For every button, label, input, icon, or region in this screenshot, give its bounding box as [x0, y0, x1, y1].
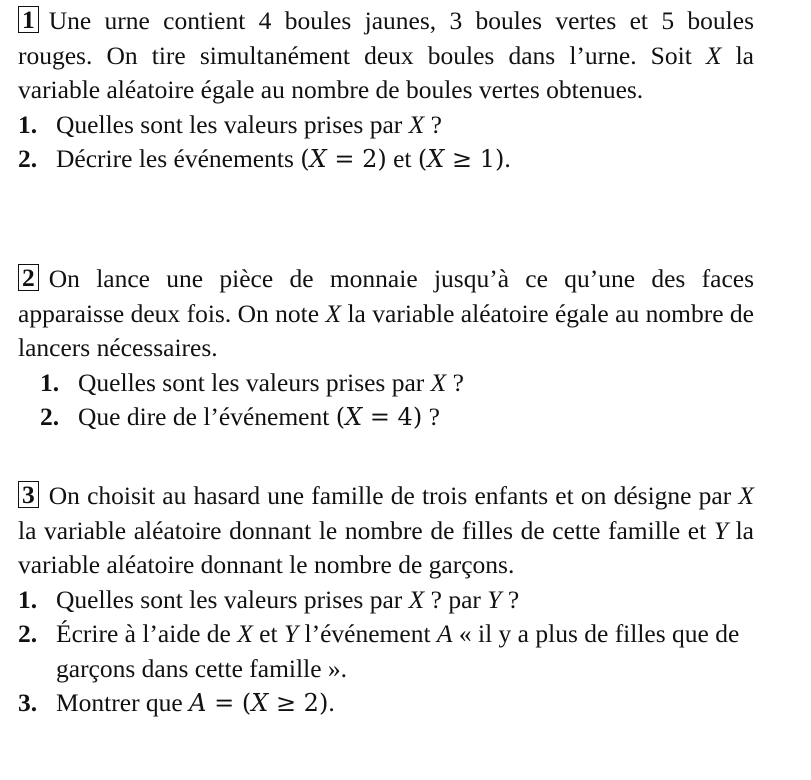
question-text	[78, 400, 754, 435]
exercise-1-statement-block	[18, 4, 754, 108]
question-text-part: .	[504, 144, 511, 173]
math-expression: A = (X ≥ 2)	[189, 689, 329, 717]
exercise-2	[18, 262, 754, 435]
exercise-3	[18, 479, 754, 721]
question-2-2	[18, 400, 754, 435]
question-number: 2.	[18, 619, 38, 648]
question-text-part: Décrire les événements	[56, 144, 301, 173]
exercise-1	[18, 4, 754, 177]
question-text: Écrire à l’aide de X et Y l’événement A « il y a plus de filles que de garçons dans cette famille ».	[56, 619, 740, 683]
question-number: 1.	[18, 109, 38, 139]
exercise-1-statement: Une urne contient 4 boules jaunes, 3 boules vertes et 5 boules rouges. On tire simultanément deux boules dans l’urne. Soit X la variable aléatoire égale au nombre de boules vertes obtenues.	[18, 6, 754, 104]
exercise-3-statement: On choisit au hasard une famille de trois enfants et on désigne par X la variable aléatoire donnant le nombre de filles de cette famille et Y la variable aléatoire donnant le nombre de garçons.	[18, 481, 755, 579]
question-3-2	[18, 617, 754, 686]
question-text-part: Que dire de l’événement	[78, 402, 336, 431]
exercise-3-statement-block	[18, 479, 754, 583]
exercise-number-badge: 3	[18, 481, 39, 508]
question-text	[56, 686, 754, 721]
exercise-2-statement-block	[18, 262, 754, 366]
question-1-1	[18, 108, 754, 143]
math-expression: (X ≥ 1)	[417, 145, 505, 173]
question-number: 1.	[40, 367, 60, 397]
question-3-1	[18, 583, 754, 618]
exercise-number-badge: 2	[18, 264, 39, 291]
question-1-2	[18, 142, 754, 177]
question-text	[56, 142, 754, 177]
exercise-number-badge: 1	[18, 6, 39, 33]
exercise-2-statement: On lance une pièce de monnaie jusqu’à ce qu’une des faces apparaisse deux fois. On note X la variable aléatoire égale au nombre de lancers nécessaires.	[18, 264, 754, 362]
question-text-part: et	[386, 144, 418, 173]
math-expression: (X = 4)	[335, 403, 423, 431]
question-text-part: .	[328, 688, 335, 717]
question-text: Quelles sont les valeurs prises par X ? par Y ?	[56, 584, 520, 614]
question-number: 2.	[40, 402, 60, 431]
question-text-part: ?	[422, 402, 440, 431]
question-text: Quelles sont les valeurs prises par X ?	[78, 367, 464, 397]
math-expression: (X = 2)	[300, 145, 387, 173]
question-number: 2.	[18, 144, 38, 173]
question-number: 1.	[18, 584, 38, 614]
question-3-3	[18, 686, 754, 721]
question-2-1	[18, 366, 754, 401]
question-number: 3.	[18, 688, 38, 717]
question-text-part: Montrer que	[56, 688, 190, 717]
question-text: Quelles sont les valeurs prises par X ?	[56, 109, 442, 139]
